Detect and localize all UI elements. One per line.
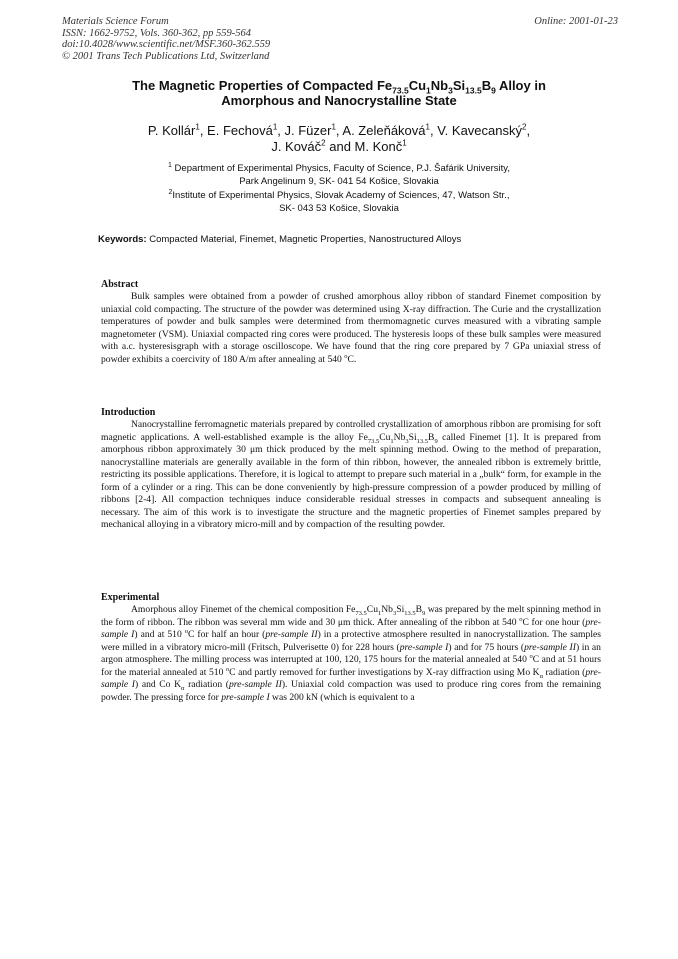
author-line-1: P. Kollár$^1$, E. Fechová$^1$, J. Füzer$^1$, A. Zeleňáková$^1$, V. Kavecanský$^2$,	[147, 122, 531, 138]
author-list	[60, 123, 618, 155]
author-line-2: J. Kováč$^2$ and M. Konč$^1$	[271, 138, 407, 154]
introduction-text: Nanocrystalline ferromagnetic materials prepared by controlled crystallization of amorphous ribbon are promising for soft magnetic applications. A well-established example is the alloy $Fe_{73.5}Cu_1Nb_3Si_{13.5}B_9$ called Finemet [1]. It is prepared from amorphous ribbon approximately 30 μm thick produced by the melt spinning method. Owing to the method of preparation, nanocrystalline materials are generally available in the form of thin ribbon, however, the annealed ribbon is extremely brittle, restricting its possible applications. Therefore, it is logical to attempt to prepare such material in a „bulk“ form, for example in the form of a cylinder or a ring. This can be done conveniently by high-pressure compression of a powder produced by milling of ribbons [2-4]. All compaction techniques induce considerable residual stresses in compacts and subsequent annealing is necessary. The aim of this work is to investigate the structure and the magnetic properties of Finemet samples prepared by mechanical alloying in a vibratory micro-mill and by compaction of the resulting powder.	[101, 419, 601, 530]
issn-line: ISSN: 1662-9752, Vols. 360-362, pp 559-564	[62, 27, 251, 39]
keywords-label: Keywords:	[98, 234, 147, 245]
online-date: Online: 2001-01-23	[534, 16, 618, 27]
journal-header	[62, 16, 270, 62]
journal-name: Materials Science Forum	[62, 16, 169, 27]
title-line-2: Amorphous and Nanocrystalline State	[221, 93, 457, 108]
abstract-text: Bulk samples were obtained from a powder of crushed amorphous alloy ribbon of standard Finemet composition by uniaxial cold compacting. The structure of the powder was determined using X-ray diffraction. The Curie and the crystallization temperatures of powder and bulk samples were determined from thermomagnetic curves measured with a vibrating sample magnetometer (VSM). Uniaxial compacted ring cores were produced. The hysteresis loops of these bulk samples were measured with a.c. hysteresisgraph with a storage oscilloscope. We have found that the ring core prepared by 7 GPa uniaxial stress of powder exhibits a coercivity of 180 A/m after annealing at 540 $^o$C.	[101, 291, 601, 365]
copyright-line: © 2001 Trans Tech Publications Ltd, Switzerland	[62, 50, 270, 62]
experimental-text: Amorphous alloy Finemet of the chemical composition $Fe_{73.5}Cu_1Nb_3Si_{13.5}B_9$ was prepared by the melt spinning method in the form of ribbon. The ribbon was several mm wide and 30 μm thick. After annealing of the ribbon at 540 $^o$C for one hour (pre-sample I) and at 510 $^o$C for half an hour (pre-sample II) in a protective atmosphere resulted in nanocrystallization. The samples were milled in a vibratory micro-mill (Fritsch, Pulverisette 0) for 228 hours (pre-sample I) and for 75 hours (pre-sample II) in an argon atmosphere. The milling process was interrupted at 100, 120, 175 hours for the material annealed at 540 $^o$C and at 51 hours for the material annealed at 510 $^o$C and partly removed for further investigations by X-ray diffraction using Mo $K_\alpha$ radiation (pre-sample I) and Co $K_\alpha$ radiation (pre-sample II). Uniaxial cold compaction was used to produce ring cores from the remaining powder. The pressing force for pre-sample I was 200 kN (which is equivalent to a	[101, 604, 602, 703]
experimental-section	[101, 592, 601, 704]
affiliation-2: $^2$Institute of Experimental Physics, Slovak Academy of Sciences, 47, Watson Str., SK- 043 53 Košice, Slovakia	[168, 188, 510, 214]
keywords	[98, 234, 598, 246]
abstract-heading: Abstract	[101, 279, 139, 290]
keywords-text: Compacted Material, Finemet, Magnetic Properties, Nanostructured Alloys	[146, 234, 462, 245]
paper-title	[60, 78, 618, 108]
title-line-1: The Magnetic Properties of Compacted $Fe_{73.5}Cu_1Nb_3Si_{13.5}B_9$ Alloy in	[132, 78, 546, 96]
affiliation-1: $^1$ Department of Experimental Physics, Faculty of Science, P.J. Šafárik University, Park Angelinum 9, SK- 041 54 Košice, Slovakia	[168, 161, 510, 187]
abstract-section	[101, 279, 601, 366]
introduction-section	[101, 407, 601, 532]
introduction-heading: Introduction	[101, 407, 156, 418]
doi-line: doi:10.4028/www.scientific.net/MSF.360-362.559	[62, 39, 271, 50]
experimental-heading: Experimental	[101, 592, 160, 603]
